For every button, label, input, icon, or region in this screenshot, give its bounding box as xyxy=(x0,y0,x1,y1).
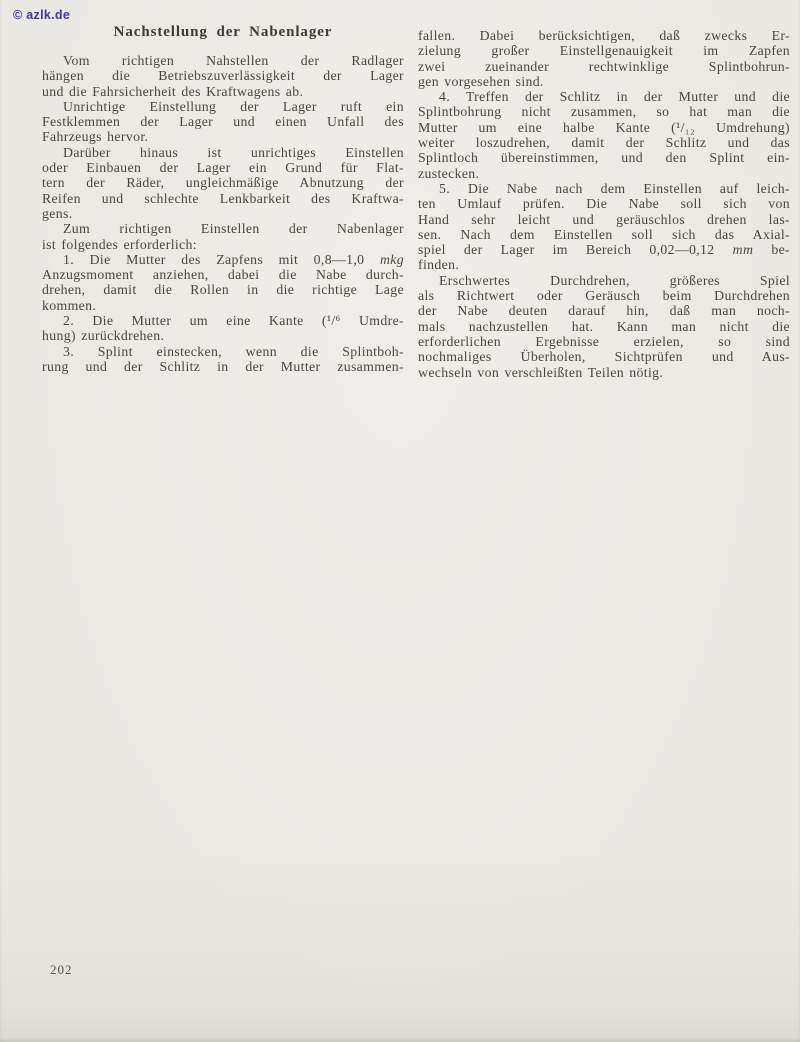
text-line: 1. Die Mutter des Zapfens mit 0,8—1,0 mkg xyxy=(63,251,404,267)
text-line: Hand sehr leicht und geräuschlos drehen las- xyxy=(418,211,790,227)
text-line: Vom richtigen Nahstellen der Radlager xyxy=(63,53,404,68)
text-line: Mutter um eine halbe Kante (¹/₁₂ Umdrehung) xyxy=(418,119,790,135)
text-line: Splintloch übereinstimmen, und den Splint ein- xyxy=(418,150,790,166)
text-line: zielung großer Einstellgenauigkeit im Zapfen xyxy=(418,43,790,59)
text-line: spiel der Lager im Bereich 0,02—0,12 mm be- xyxy=(418,242,790,258)
text-line: erforderlichen Ergebnisse erzielen, so sind xyxy=(418,333,790,349)
text-line: Anzugsmoment anziehen, dabei die Nabe durch- xyxy=(42,267,404,283)
paragraph xyxy=(42,145,404,221)
text-line: mals nachzustellen hat. Kann man nicht die xyxy=(418,318,790,334)
text-line: Festklemmen der Lager und einen Unfall des xyxy=(42,114,404,130)
text-line: Erschwertes Durchdrehen, größeres Spiel xyxy=(439,272,790,288)
paragraph xyxy=(418,181,790,273)
text-line: kommen. xyxy=(42,297,97,313)
right-column xyxy=(418,22,790,380)
paragraph xyxy=(42,99,404,145)
text-line: Splintbohrung nicht zusammen, so hat man die xyxy=(418,104,790,120)
text-line: oder Einbauen der Lager ein Grund für Flat- xyxy=(42,160,404,176)
text-line: gens. xyxy=(42,205,73,221)
text-line: rung und der Schlitz in der Mutter zusammen- xyxy=(42,358,404,374)
paragraph xyxy=(42,313,404,344)
left-column xyxy=(42,22,404,380)
text-line: zwei zueinander rechtwinklige Splintbohrun- xyxy=(418,58,790,74)
paragraph xyxy=(418,28,790,89)
paragraph xyxy=(418,89,790,181)
left-column-text xyxy=(42,53,404,374)
text-line: sen. Nach dem Einstellen soll sich das Axial- xyxy=(418,226,790,242)
text-line: der Nabe deuten darauf hin, daß man noch- xyxy=(418,303,790,319)
text-line: ist folgendes erforderlich: xyxy=(42,236,197,252)
text-line: Fahrzeugs hervor. xyxy=(42,129,149,145)
text-line: Darüber hinaus ist unrichtiges Einstellen xyxy=(63,144,404,160)
page-content xyxy=(42,22,790,380)
text-line: ten Umlauf prüfen. Die Nabe soll sich von xyxy=(418,196,790,212)
text-line: tern der Räder, ungleichmäßige Abnutzung der xyxy=(42,175,404,191)
text-line: 2. Die Mutter um eine Kante (¹/⁶ Umdre- xyxy=(63,313,404,329)
text-line: nochmaliges Überholen, Sichtprüfen und Aus- xyxy=(418,349,790,365)
paragraph xyxy=(42,252,404,313)
text-line: Zum richtigen Einstellen der Nabenlager xyxy=(63,221,404,237)
text-line: als Richtwert oder Geräusch beim Durchdrehen xyxy=(418,288,790,304)
paragraph xyxy=(42,344,404,375)
text-line: 3. Splint einstecken, wenn die Splintboh- xyxy=(63,343,404,359)
paragraph xyxy=(42,221,404,252)
paragraph xyxy=(42,53,404,99)
section-heading: Nachstellung der Nabenlager xyxy=(113,24,333,40)
watermark: © azlk.de xyxy=(13,8,71,22)
text-line: finden. xyxy=(418,257,460,273)
text-line: 5. Die Nabe nach dem Einstellen auf leich- xyxy=(439,180,790,196)
text-line: hung) zurückdrehen. xyxy=(42,328,165,344)
text-line: und die Fahrsicherheit des Kraftwagens ab. xyxy=(42,83,304,99)
text-line: Unrichtige Einstellung der Lager ruft ein xyxy=(63,98,404,114)
text-line: fallen. Dabei berücksichtigen, daß zwecks Er- xyxy=(418,28,790,43)
text-line: drehen, damit die Rollen in die richtige Lage xyxy=(42,282,404,298)
text-line: weiter loszudrehen, damit der Schlitz und das xyxy=(418,135,790,151)
text-line: wechseln von verschleißten Teilen nötig. xyxy=(418,364,664,380)
page-number: 202 xyxy=(50,962,73,977)
paragraph xyxy=(418,273,790,380)
text-line: 4. Treffen der Schlitz in der Mutter und die xyxy=(439,89,790,105)
text-line: zustecken. xyxy=(418,165,480,181)
text-line: Reifen und schlechte Lenkbarkeit des Kraftwa- xyxy=(42,190,404,206)
text-line: gen vorgesehen sind. xyxy=(418,73,544,89)
text-line: hängen die Betriebszuverlässigkeit der Lager xyxy=(42,68,404,84)
right-column-text xyxy=(418,28,790,380)
